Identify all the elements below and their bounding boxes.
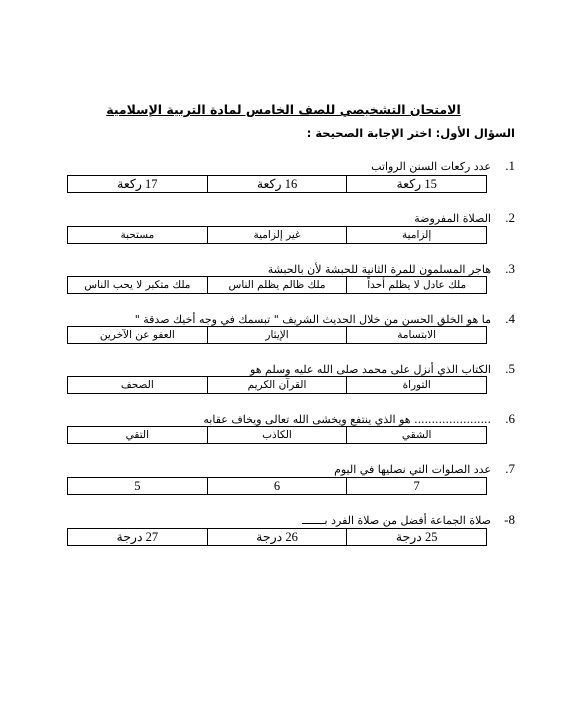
question-8 [75, 512, 515, 528]
option-b[interactable]: 16 ركعة [207, 176, 347, 193]
options-table-8 [67, 528, 487, 546]
option-b[interactable]: ملك ظالم يظلم الناس [207, 277, 347, 294]
question-text: عدد ركعات السنن الرواتب [371, 160, 491, 173]
question-1 [75, 158, 515, 174]
question-number: 4. [505, 311, 515, 326]
option-a[interactable]: 25 درجة [347, 529, 487, 546]
question-2 [75, 210, 515, 226]
question-6 [75, 411, 515, 427]
options-table-7 [67, 477, 487, 495]
option-c[interactable]: 5 [68, 478, 208, 495]
question-number: 3. [505, 261, 515, 276]
question-text: الصلاة المفروضة [414, 212, 491, 225]
question-text: هاجر المسلمون للمرة الثانية للحبشة لأن بالحبشة [267, 263, 491, 276]
options-table-1 [67, 175, 487, 193]
question-text: عدد الصلوات التي نصليها في اليوم [334, 463, 491, 476]
question-text: ما هو الخلق الحسن من خلال الحديث الشريف " تبسمك في وجه أخيك صدقة " [134, 313, 491, 326]
option-c[interactable]: 27 درجة [68, 529, 208, 546]
question-number: 2. [505, 210, 515, 225]
option-b[interactable]: القرآن الكريم [207, 377, 347, 394]
exam-title-text: الامتحان التشخيصي للصف الخامس لمادة التربية الإسلامية [106, 102, 461, 117]
option-a[interactable]: إلزامية [347, 227, 487, 244]
question-3 [75, 261, 515, 277]
option-b[interactable]: الكاذب [207, 427, 347, 444]
question-4 [75, 311, 515, 327]
exam-title [0, 102, 567, 117]
option-b[interactable]: 26 درجة [207, 529, 347, 546]
question-7 [75, 461, 515, 477]
question-text: صلاة الجماعة أفضل من صلاة الفرد بـــــــ [301, 514, 491, 527]
option-a[interactable]: الابتسامة [347, 327, 487, 344]
question-number: 6. [505, 411, 515, 426]
option-c[interactable]: العفو عن الآخرين [68, 327, 208, 344]
option-a[interactable]: ملك عادل لا يظلم أحداً [347, 277, 487, 294]
option-c[interactable]: 17 ركعة [68, 176, 208, 193]
question-text: الكتاب الذي أنزل على محمد صلى الله عليه وسلم هو [250, 363, 491, 376]
question-number: 7. [505, 461, 515, 476]
option-b[interactable]: 6 [207, 478, 347, 495]
option-c[interactable]: مستحبة [68, 227, 208, 244]
question-number: 1. [505, 158, 515, 173]
option-c[interactable]: ملك متكبر لا يحب الناس [68, 277, 208, 294]
option-c[interactable]: التقي [68, 427, 208, 444]
option-a[interactable]: الشقي [347, 427, 487, 444]
option-b[interactable]: غير إلزامية [207, 227, 347, 244]
options-table-5 [67, 376, 487, 394]
options-table-6 [67, 426, 487, 444]
question-number: 5. [505, 361, 515, 376]
option-a[interactable]: التوراة [347, 377, 487, 394]
section-heading: السؤال الأول: اختر الإجابة الصحيحة : [306, 126, 515, 140]
question-text: ...................... هو الذي ينتفع ويخشى الله تعالى ويخاف عقابه [203, 413, 491, 426]
options-table-3 [67, 276, 487, 294]
options-table-2 [67, 226, 487, 244]
options-table-4 [67, 326, 487, 344]
option-a[interactable]: 15 ركعة [347, 176, 487, 193]
question-5 [75, 361, 515, 377]
option-a[interactable]: 7 [347, 478, 487, 495]
option-b[interactable]: الإيثار [207, 327, 347, 344]
option-c[interactable]: الصحف [68, 377, 208, 394]
question-number: 8- [504, 512, 515, 527]
